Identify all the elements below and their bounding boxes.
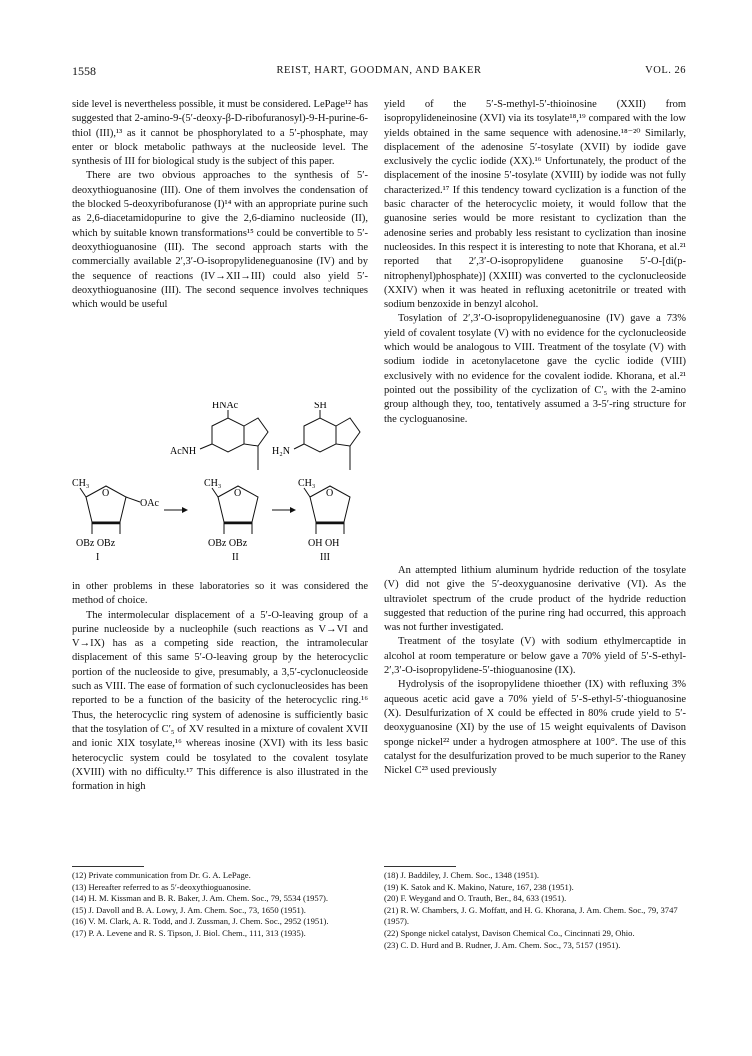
purine-ring-iii [294,410,360,470]
footnote: (18) J. Baddiley, J. Chem. Soc., 1348 (1951). [384,870,540,880]
h2n-label: H₂N [272,446,290,457]
paragraph: An attempted lithium aluminum hydride reduction of the tosylate (V) did not give the 5′-deoxyguanosine derivative (VI). As the ultraviolet spectrum of the crude product of the hydride reduction suggested that reduction of the purine ring had occurred, this approach was not further investigated. [384,565,686,634]
compound-number: I [96,552,100,563]
left-column-top [72,98,368,312]
footnote-rule [384,866,456,867]
obzobz-label: OBz OBz [76,538,116,549]
oac-label: OAc [140,498,159,509]
ring-oxygen-label: O [102,488,110,499]
footnote: (15) J. Davoll and B. A. Lowy, J. Am. Chem. Soc., 73, 1650 (1951). [72,904,306,915]
pyrimidine-ring [212,418,244,452]
footnotes-left [72,870,368,940]
footnote: (23) C. D. Hurd and B. Rudner, J. Am. Chem. Soc., 73, 5157 (1951). [384,939,621,950]
left-column-bottom [72,580,368,794]
footnote: (12) Private communication from Dr. G. A. LePage. [72,870,251,880]
hnac-label: HNAc [212,402,239,411]
imidazole-ring [336,418,360,446]
paragraph: There are two obvious approaches to the synthesis of 5′-deoxythioguanosine (III). One of them involves the condensation of the blocked 5-deoxyribofuranose (I)¹⁴ with an appropriate purine such as 2,6-diacetamidopurine to give the 2,6-diamino nucleoside (II), which by suitable known transformations¹⁵ could be convertible to 5′-deoxythioguanosine (III). The second approach starts with the commercially available 2′,3′-O-isopropylideneguanosine (IV) and by the sequence of reactions (IV→XII→III) could also yield 5′-deoxythioguanosine (III). The second sequence involves techniques which would be useful [72,170,368,311]
right-column-top [384,98,686,427]
ring-oxygen-label: O [326,488,334,499]
footnote: (14) H. M. Kissman and B. R. Baker, J. Am. Chem. Soc., 79, 5534 (1957). [72,893,329,904]
footnote: (16) V. M. Clark, A. R. Todd, and J. Zussman, J. Chem. Soc., 2952 (1951). [72,916,329,927]
ch3-label: CH₃ [204,478,222,489]
footnote: (20) F. Weygand and O. Trauth, Ber., 84, 633 (1951). [384,893,567,904]
footnote: (17) P. A. Levene and R. S. Tipson, J. Biol. Chem., 111, 313 (1935). [72,927,306,938]
paragraph: The intermolecular displacement of a 5′-O-leaving group of a purine nucleoside by a nucleophile (such reactions as V→VI and V→IX) has as a competing side reaction, the intramolecular displacement of this same 5′-O-leaving group by the heterocyclic portion of the nucleoside to give, presumably, a 3,5′-cyclonucleoside such as VIII. The ease of formation of such cyclonucleosides has been reported to be a function of the basicity of the heterocyclic ring.¹⁶ Thus, the heterocyclic ring system of adenosine is sufficiently basic that the tosylation of C′₅ of XV resulted in a mixture of covalent XVII and ionic XIX tosylate,¹⁶ whereas inosine (XVI) with its less basic heterocyclic system could be tosylated to the covalent tosylate (XVIII) with no difficulty.¹⁷ This difference is also illustrated in the formation in high [72,609,368,793]
arrowhead [290,507,296,513]
reaction-scheme-figure [72,402,368,578]
footnote: (22) Sponge nickel catalyst, Davison Chemical Co., Cincinnati 29, Ohio. [384,927,635,938]
footnotes-right [384,870,686,951]
page-number: 1558 [72,64,96,78]
paragraph: side level is nevertheless possible, it must be considered. LePage¹² has suggested that 2-amino-9-(5′-deoxy-β-D-ribofuranosyl)-9-H-purine-6-thiol (III),¹³ as it cannot be phosphorylated to a 5′-phosphate, may enter or block metabolic pathways at the nucleoside level. The synthesis of III for biological study is the subject of this paper. [72,99,368,168]
imidazole-ring [244,418,268,446]
page-header [72,64,686,80]
paragraph: yield of the 5′-S-methyl-5′-thioinosine (XXII) from isopropylideneinosine (XVI) via its tosylate¹⁸,¹⁹ compared with the low yields obtained in the same sequence with adenosine.¹⁸⁻²⁰ Similarly, displacement of the adenosine 5′-tosylate (XVII) by iodide gave exclusively the cyclic iodide (XX).¹⁶ Unfortunately, the product of the displacement of the inosine 5′-tosylate (XVIII) by iodide was not fully characterized.¹⁷ If this tendency toward cyclization is a function of the basic character of the heterocyclic moiety, it would follow that the guanosine series would be more resistant to cyclization than the adenosine series and probably less resistant to cyclization than inosine nucleosides. In this respect it is interesting to note that Khorana, et al.²¹ reported that 2′,3′-O-isopropylidene guanosine 5′-O-[di(p-nitrophenyl)phosphate)] (XXIII) was converted to the cyclonucleoside (XXIV) when it was heated in refluxing acetonitrile or treated with sodium benzoxide in benzyl alcohol. [384,99,686,311]
sh-label: SH [314,402,327,411]
compound-number: II [232,552,239,563]
sugar-i [80,486,140,534]
obzobz-label: OBz OBz [208,538,248,549]
footnote: (21) R. W. Chambers, J. G. Moffatt, and H. G. Khorana, J. Am. Chem. Soc., 79, 3747 (1957). [384,904,678,927]
compound-number: III [320,552,330,563]
ch3-label: CH₃ [72,478,90,489]
paragraph: Treatment of the tosylate (V) with sodium ethylmercaptide in alcohol at room temperature or below gave a 70% yield of 5′-S-ethyl-2′,3′-O-isopropylidene-5′-thioguanosine (IX). [384,636,686,677]
ohoh-label: OH OH [308,538,340,549]
ring-oxygen-label: O [234,488,242,499]
ch3-label: CH₃ [298,478,316,489]
acnh-label: AcNH [170,446,197,457]
purine-ring-ii [200,410,268,470]
right-column-bottom [384,564,686,778]
footnote: (19) K. Satok and K. Makino, Nature, 167, 238 (1951). [384,881,574,892]
footnote-rule [72,866,144,867]
arrowhead [182,507,188,513]
running-authors: REIST, HART, GOODMAN, AND BAKER [276,65,482,76]
paragraph: Tosylation of 2′,3′-O-isopropylideneguanosine (IV) gave a 73% yield of covalent tosylate (V) with no evidence for the cyclonucleoside which would be analogous to VIII. Treatment of the tosylate (V) with sodium iodide in acetonylacetone gave the cyclic iodide (VIII) exclusively with no evidence for the covalent iodide. Khorana, et al.²¹ pointed out the possibility of the cyclization of C′₅ with the 2-amino group although they, too, tentatively assumed a 3-5′-ring structure for the cycloguanosine. [384,313,686,425]
footnote: (13) Hereafter referred to as 5′-deoxythioguanosine. [72,881,251,892]
volume-label: VOL. 26 [645,65,686,76]
pyrimidine-ring [304,418,336,452]
paragraph: Hydrolysis of the isopropylidene thioether (IX) with refluxing 3% aqueous acetic acid gave a 70% yield of 5′-S-ethyl-5′-thioguanosine (X). Desulfurization of X could be effected in 80% crude yield to 5′-deoxyguanosine (XI) by the use of 15 weight equivalents of Davison sponge nickel²² under a hydrogen atmosphere at 100°. The use of this catalyst for the desulfurization proved to be much superior to the Raney Nickel C²³ used previously [384,679,686,777]
paragraph: in other problems in these laboratories so it was considered the method of choice. [72,581,368,607]
